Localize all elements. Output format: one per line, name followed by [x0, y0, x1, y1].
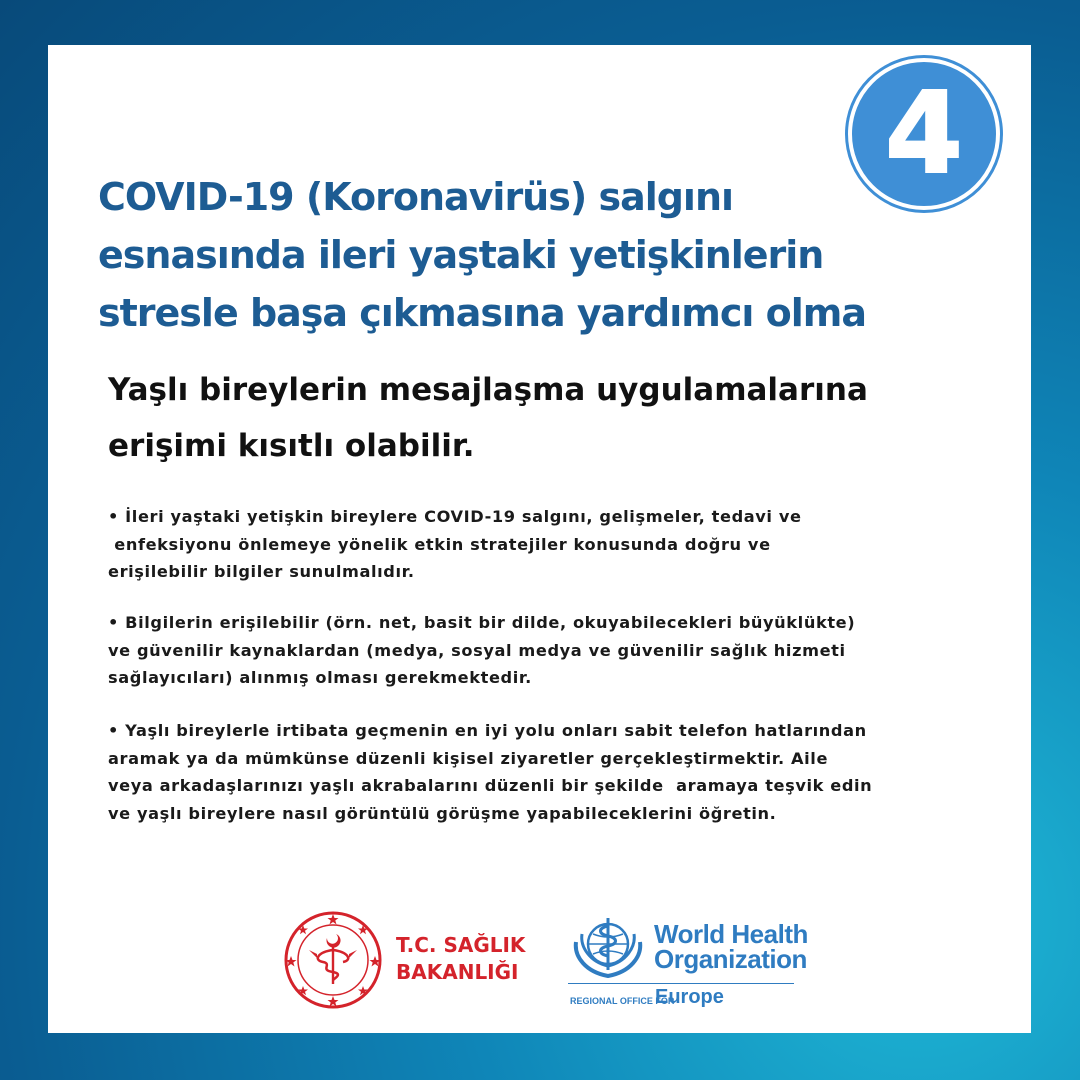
who-name	[654, 919, 808, 974]
paragraph-line: veya arkadaşlarınızı yaşlı akrabalarını düzenli bir şekilde aramaya teşvik edin	[108, 776, 873, 795]
who-divider	[568, 983, 794, 984]
subtitle-line: erişimi kısıtlı olabilir.	[108, 428, 475, 464]
paragraph-line: ve güvenilir kaynaklardan (medya, sosyal medya ve güvenilir sağlık hizmeti	[108, 640, 846, 660]
page-title	[98, 168, 958, 342]
bullet-paragraph-3	[108, 717, 978, 827]
bullet-paragraph-2	[108, 609, 978, 692]
ministry-of-health-logo	[283, 910, 533, 1010]
subtitle-line: Yaşlı bireylerin mesajlaşma uygulamalarına	[108, 372, 868, 408]
ministry-line: BAKANLIĞI	[396, 960, 519, 984]
paragraph-line: sağlayıcıları) alınmış olması gerekmektedir.	[108, 668, 532, 687]
paragraph-line: erişilebilir bilgiler sunulmalıdır.	[108, 562, 415, 581]
paragraph-line: • İleri yaştaki yetişkin bireylere COVID-19 salgını, gelişmeler, tedavi ve	[108, 507, 802, 526]
title-line: stresle başa çıkmasına yardımcı olma	[98, 291, 867, 335]
who-europe-logo	[568, 912, 808, 1012]
ministry-name	[396, 932, 525, 986]
bullet-paragraph-1	[108, 503, 978, 586]
who-line: World Health	[654, 919, 808, 949]
ministry-emblem-icon	[283, 910, 383, 1010]
title-line: COVID-19 (Koronavirüs) salgını	[98, 175, 734, 219]
who-region: Europe	[655, 986, 724, 1008]
who-regional-label: REGIONAL OFFICE FOR	[570, 996, 675, 1006]
title-line: esnasında ileri yaştaki yetişkinlerin	[98, 233, 824, 277]
who-emblem-icon	[568, 912, 648, 982]
who-line: Organization	[654, 944, 807, 974]
paragraph-line: • Bilgilerin erişilebilir (örn. net, basit bir dilde, okuyabilecekleri büyüklükte)	[108, 613, 856, 632]
paragraph-line: ve yaşlı bireylere nasıl görüntülü görüşme yapabileceklerini öğretin.	[108, 803, 777, 823]
badge-number: 4	[885, 69, 963, 199]
paragraph-line: • Yaşlı bireylerle irtibata geçmenin en iyi yolu onları sabit telefon hatlarından	[108, 721, 867, 740]
ministry-line: T.C. SAĞLIK	[396, 933, 526, 957]
paragraph-line: aramak ya da mümkünse düzenli kişisel ziyaretler gerçekleştirmektir. Aile	[108, 748, 829, 768]
subtitle	[108, 362, 968, 474]
paragraph-line: enfeksiyonu önlemeye yönelik etkin stratejiler konusunda doğru ve	[108, 534, 771, 554]
